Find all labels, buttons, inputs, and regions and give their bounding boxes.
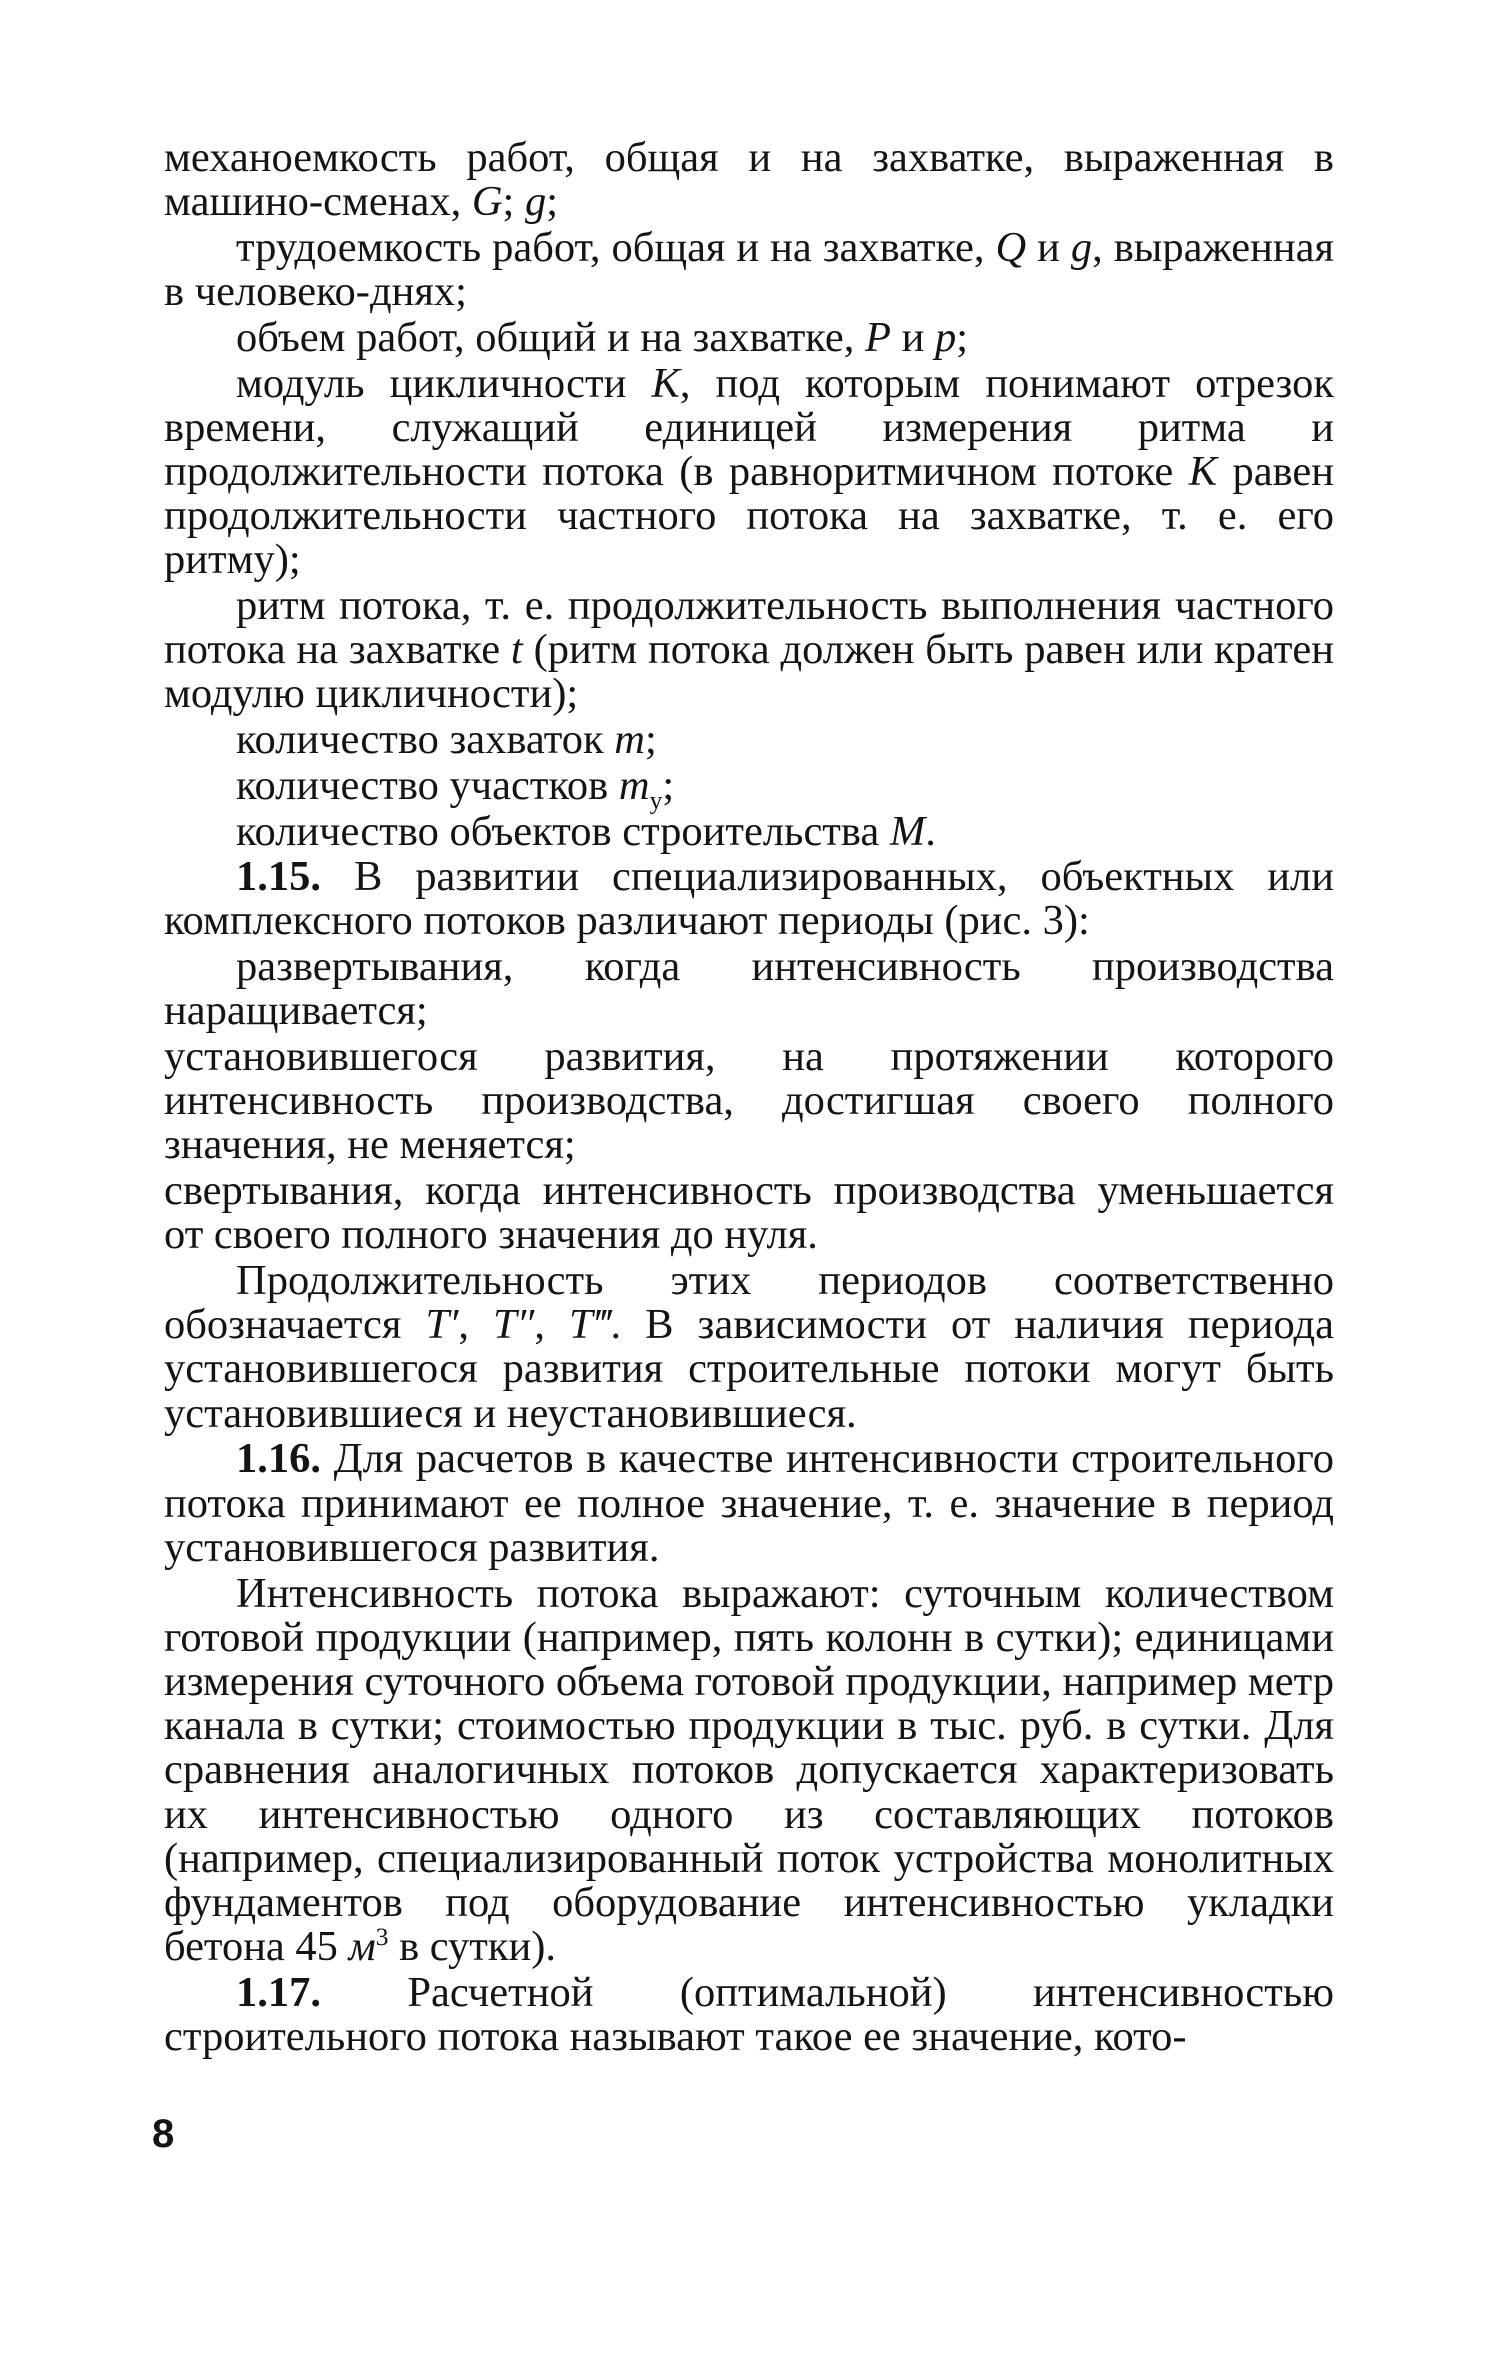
paragraph-section-count: количество участков $m_у$; xyxy=(236,761,675,815)
paragraph-object-count: количество объектов строительства M. xyxy=(236,807,936,855)
paragraph-period-durations: Продолжительность этих периодов соответственно обозначается T′, T″, T‴. В зависимости от наличия периода установившегося развития строительные потоки могут быть установившиеся и неустановившиеся. xyxy=(164,1257,1335,1437)
section-number: 1.16. xyxy=(236,1435,321,1483)
paragraph-deployment: развертывания, когда интенсивность производства наращивается; xyxy=(164,943,1334,1035)
section-number: 1.15. xyxy=(236,853,321,901)
paragraph-machine-intensity: механоемкость работ, общая и на захватке, выраженная в машино-сменах, G; g; xyxy=(164,134,1334,226)
paragraph-work-volume: объем работ, общий и на захватке, P и p; xyxy=(236,313,969,361)
paragraph-grip-count: количество захваток m; xyxy=(236,716,657,764)
section-1-17: 1.17. Расчетной (оптимальной) интенсивностью строительного потока называют такое ее значение, кото- xyxy=(164,1968,1334,2061)
paragraph-flow-rhythm: ритм потока, т. е. продолжительность выполнения частного потока на захватке t (ритм потока должен быть равен или кратен модулю цикличности); xyxy=(164,582,1334,718)
section-1-16: 1.16. Для расчетов в качестве интенсивности строительного потока принимают ее полное значение, т. е. значение в период установившегося развития. xyxy=(164,1435,1334,1571)
section-1-15: 1.15. В развитии специализированных, объектных или комплексного потоков различают периоды (рис. 3): xyxy=(164,853,1334,945)
paragraph-steady-development: установившегося развития, на протяжении которого интенсивность производства, достигшая своего полного значения, не меняется; xyxy=(164,1033,1334,1169)
paragraph-intensity-expression: Интенсивность потока выражают: суточным количеством готовой продукции (например, пять колонн в сутки); единицами измерения суточного объема готовой продукции, например метр канала в сутки; стоимостью продукции в тыс. руб. в сутки. Для сравнения аналогичных потоков допускается характеризовать их интенсивностью одного из составляющих потоков (например, специализированный поток устройства монолитных фундаментов под оборудование интенсивностью укладки бетона 45 $м^3$ в сутки). xyxy=(164,1569,1334,1971)
section-number: 1.17. xyxy=(236,1968,321,2016)
paragraph-labor-intensity: трудоемкость работ, общая и на захватке, Q и g, выраженная в человеко-днях; xyxy=(164,223,1334,316)
page-number: 8 xyxy=(152,2112,175,2156)
document-page xyxy=(164,136,1334,2061)
paragraph-cycle-module: модуль цикличности K, под которым понимают отрезок времени, служащий единицей измерения ритма и продолжительности потока (в равноритмичном потоке K равен продолжительности частного потока на захватке, т. е. его ритму); xyxy=(164,359,1334,584)
paragraph-wind-down: свертывания, когда интенсивность производства уменьшается от своего полного значения до нуля. xyxy=(164,1167,1334,1259)
